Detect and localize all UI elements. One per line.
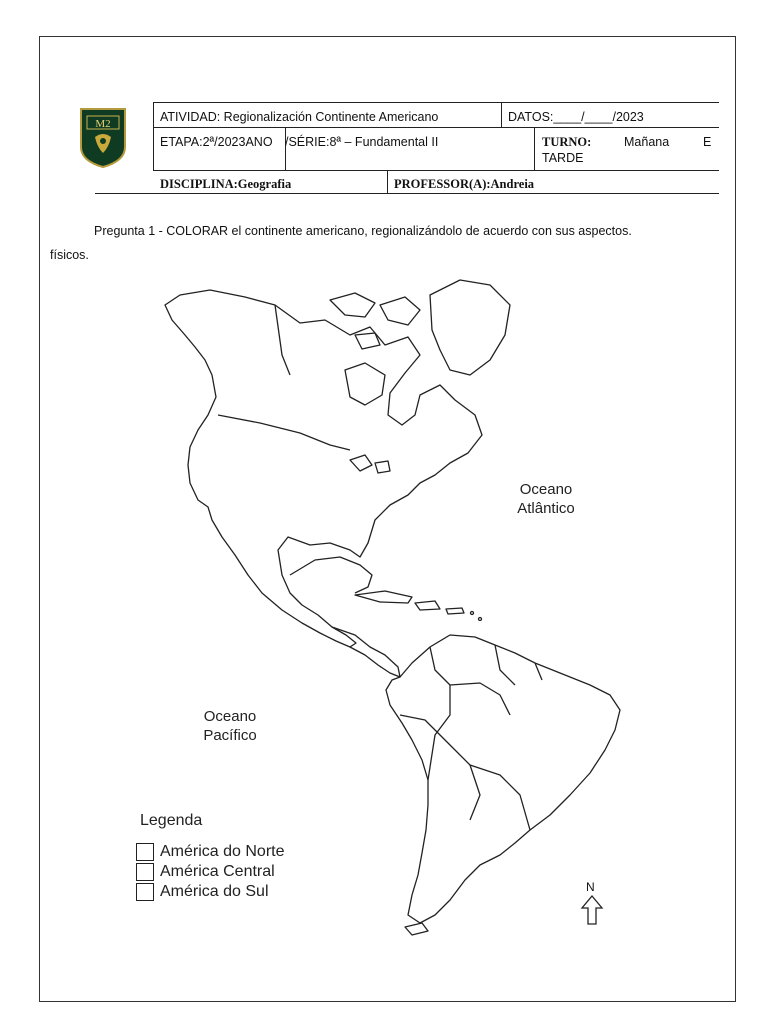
legend-label-south: América do Sul xyxy=(160,883,269,900)
pacific-label-line2: Pacífico xyxy=(203,727,257,744)
header-line-3 xyxy=(153,170,719,171)
turno-value: Mañana xyxy=(624,135,670,149)
disciplina-field: DISCIPLINA:Geografia xyxy=(160,177,292,191)
pacific-label xyxy=(180,707,280,745)
datos-field: DATOS:____/____/2023 xyxy=(508,110,644,124)
header-vline-datos xyxy=(501,102,502,127)
question-line-2: físicos. xyxy=(50,248,89,262)
school-logo xyxy=(79,107,127,169)
header-line-bottom xyxy=(95,193,719,194)
turno-e: E xyxy=(703,135,712,149)
legend-item-north xyxy=(136,842,285,862)
legend-checkbox-central[interactable] xyxy=(136,863,154,881)
legend-item-central xyxy=(136,862,275,882)
central-america-outline xyxy=(332,627,400,677)
legend-label-north: América do Norte xyxy=(160,843,285,860)
question-text xyxy=(50,219,710,267)
legend-checkbox-north[interactable] xyxy=(136,843,154,861)
turno-tarde: TARDE xyxy=(542,151,584,165)
legend-label-central: América Central xyxy=(160,863,275,880)
greenland-outline xyxy=(430,280,510,375)
header-vline-disciplina xyxy=(387,170,388,193)
atlantic-label-line1: Oceano xyxy=(519,481,573,498)
cuba-outline xyxy=(355,591,412,603)
header-line-top xyxy=(153,102,719,103)
professor-field: PROFESSOR(A):Andreia xyxy=(394,177,535,191)
atlantic-label-line2: Atlântico xyxy=(517,500,575,517)
question-line-1: Pregunta 1 - COLORAR el continente americano, regionalizándolo de acuerdo con sus aspectos. xyxy=(94,224,632,238)
header-line-2 xyxy=(153,127,719,128)
header-vline-left xyxy=(153,102,154,170)
legend-item-south xyxy=(136,882,269,902)
turno-label: TURNO: xyxy=(542,135,592,149)
legend-checkbox-south[interactable] xyxy=(136,883,154,901)
north-america-outline xyxy=(165,290,482,647)
header-vline-turno xyxy=(534,127,535,170)
atividad-field: ATIVIDAD: Regionalización Continente Americano xyxy=(160,110,439,124)
atlantic-label xyxy=(496,480,596,518)
etapa-field: ETAPA:2ª/2023ANO xyxy=(160,135,273,149)
logo-text: M2 xyxy=(95,118,111,130)
north-label: N xyxy=(586,880,595,894)
serie-field: /SÉRIE:8ª – Fundamental II xyxy=(285,135,439,149)
legend-title: Legenda xyxy=(140,812,203,829)
north-arrow-icon xyxy=(578,880,606,930)
pacific-label-line1: Oceano xyxy=(203,708,257,725)
